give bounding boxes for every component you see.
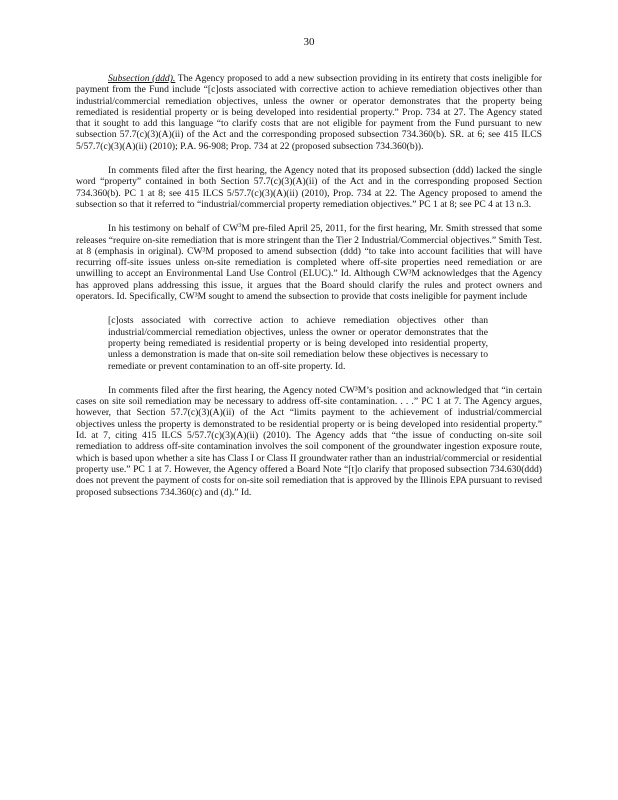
paragraph-agency-comments xyxy=(76,165,542,210)
paragraph-text: In his testimony on behalf of CW xyxy=(108,223,239,235)
paragraph-text: M pre-filed April 25, 2011, for the first hearing, Mr. Smith stressed that some releases “require on-site remediation that is more stringent than the Tier 2 Industrial/Commercial objectives.” Smith Test. at 8 (emphasis in original). CW³M proposed to amend subsection (ddd) “to take into account facilities that will have recurring off-site issues unless on-site remediation is completed where off-site properties need remediation or are unwilling to accept an Environmental Land Use Control (ELUC).” Id. Although CW³M acknowledges that the Agency has approved plans addressing this issue, it argues that the Board should clarify the rules and protect owners and operators. Id. Specifically, CW³M sought to amend the subsection to provide that costs ineligible for payment include xyxy=(76,223,542,303)
paragraph-testimony xyxy=(76,223,542,302)
subsection-heading: Subsection (ddd). xyxy=(108,73,176,84)
page-number: 30 xyxy=(303,36,315,48)
body-text xyxy=(76,73,542,511)
paragraph-agency-response xyxy=(76,385,542,498)
paragraph-text: In comments filed after the first hearing, the Agency noted that its proposed subsection (ddd) lacked the single word “property” contained in both Section 57.7(c)(3)(A)(ii) of the Act and in the corresponding proposed Section 734.360(b). PC 1 at 8; see 415 ILCS 5/57.7(c)(3)(A)(ii) (2010), Prop. 734 at 22. The Agency proposed to amend the subsection so that it referred to “industrial/commercial property remediation objectives.” PC 1 at 8; see PC 4 at 13 n.3. xyxy=(76,165,542,210)
paragraph-text: The Agency proposed to add a new subsection providing in its entirety that costs ineligible for payment from the Fund include “[c]osts associated with corrective action to achieve remediation objectives other than industrial/commercial remediation objectives, unless the owner or operator demonstrates that the property being remediated is residential property or is being developed into residential property.” Prop. 734 at 27. The Agency stated that it sought to add this language “to clarify costs that are not eligible for payment from the Fund pursuant to new subsection 57.7(c)(3)(A)(ii) of the Act and the corresponding proposed subsection 734.360(b). SR. at 6; see 415 ILCS 5/57.7(c)(3)(A)(ii) (2010); P.A. 96-908; Prop. 734 at 22 (proposed subsection 734.360(b)). xyxy=(76,73,542,152)
block-quote: [c]osts associated with corrective action to achieve remediation objectives other than industrial/commercial remediation objectives, unless the owner or operator demonstrates that the property being remediated is residential property or is being developed into residential property, unless a demonstration is made that on-site soil remediation below these objectives is necessary to remediate or prevent contamination to an off-site property. Id. xyxy=(108,315,488,372)
paragraph-text: In comments filed after the first hearing, the Agency noted CW³M’s position and acknowledged that “in certain cases on site soil remediation may be necessary to address off-site contamination. . . .” PC 1 at 7. The Agency argues, however, that Section 57.7(c)(3)(A)(ii) of the Act “limits payment to the achievement of industrial/commercial objectives unless the property is demonstrated to be residential property or is being developed into residential property.” Id. at 7, citing 415 ILCS 5/57.7(c)(3)(A)(ii) (2010). The Agency adds that “the issue of conducting on-site soil remediation to address off-site contamination involves the soil component of the groundwater ingestion exposure route, which is based upon whether a site has Class I or Class II groundwater rather than an industrial/commercial or residential property use.” PC 1 at 7. However, the Agency offered a Board Note “[t]o clarify that proposed subsection 734.630(ddd) does not prevent the payment of costs for on-site soil remediation that is approved by the Illinois EPA pursuant to revised proposed subsections 734.360(c) and (d).” Id. xyxy=(76,384,542,498)
paragraph-subsection-ddd xyxy=(76,73,542,152)
superscript: 3 xyxy=(238,223,242,230)
